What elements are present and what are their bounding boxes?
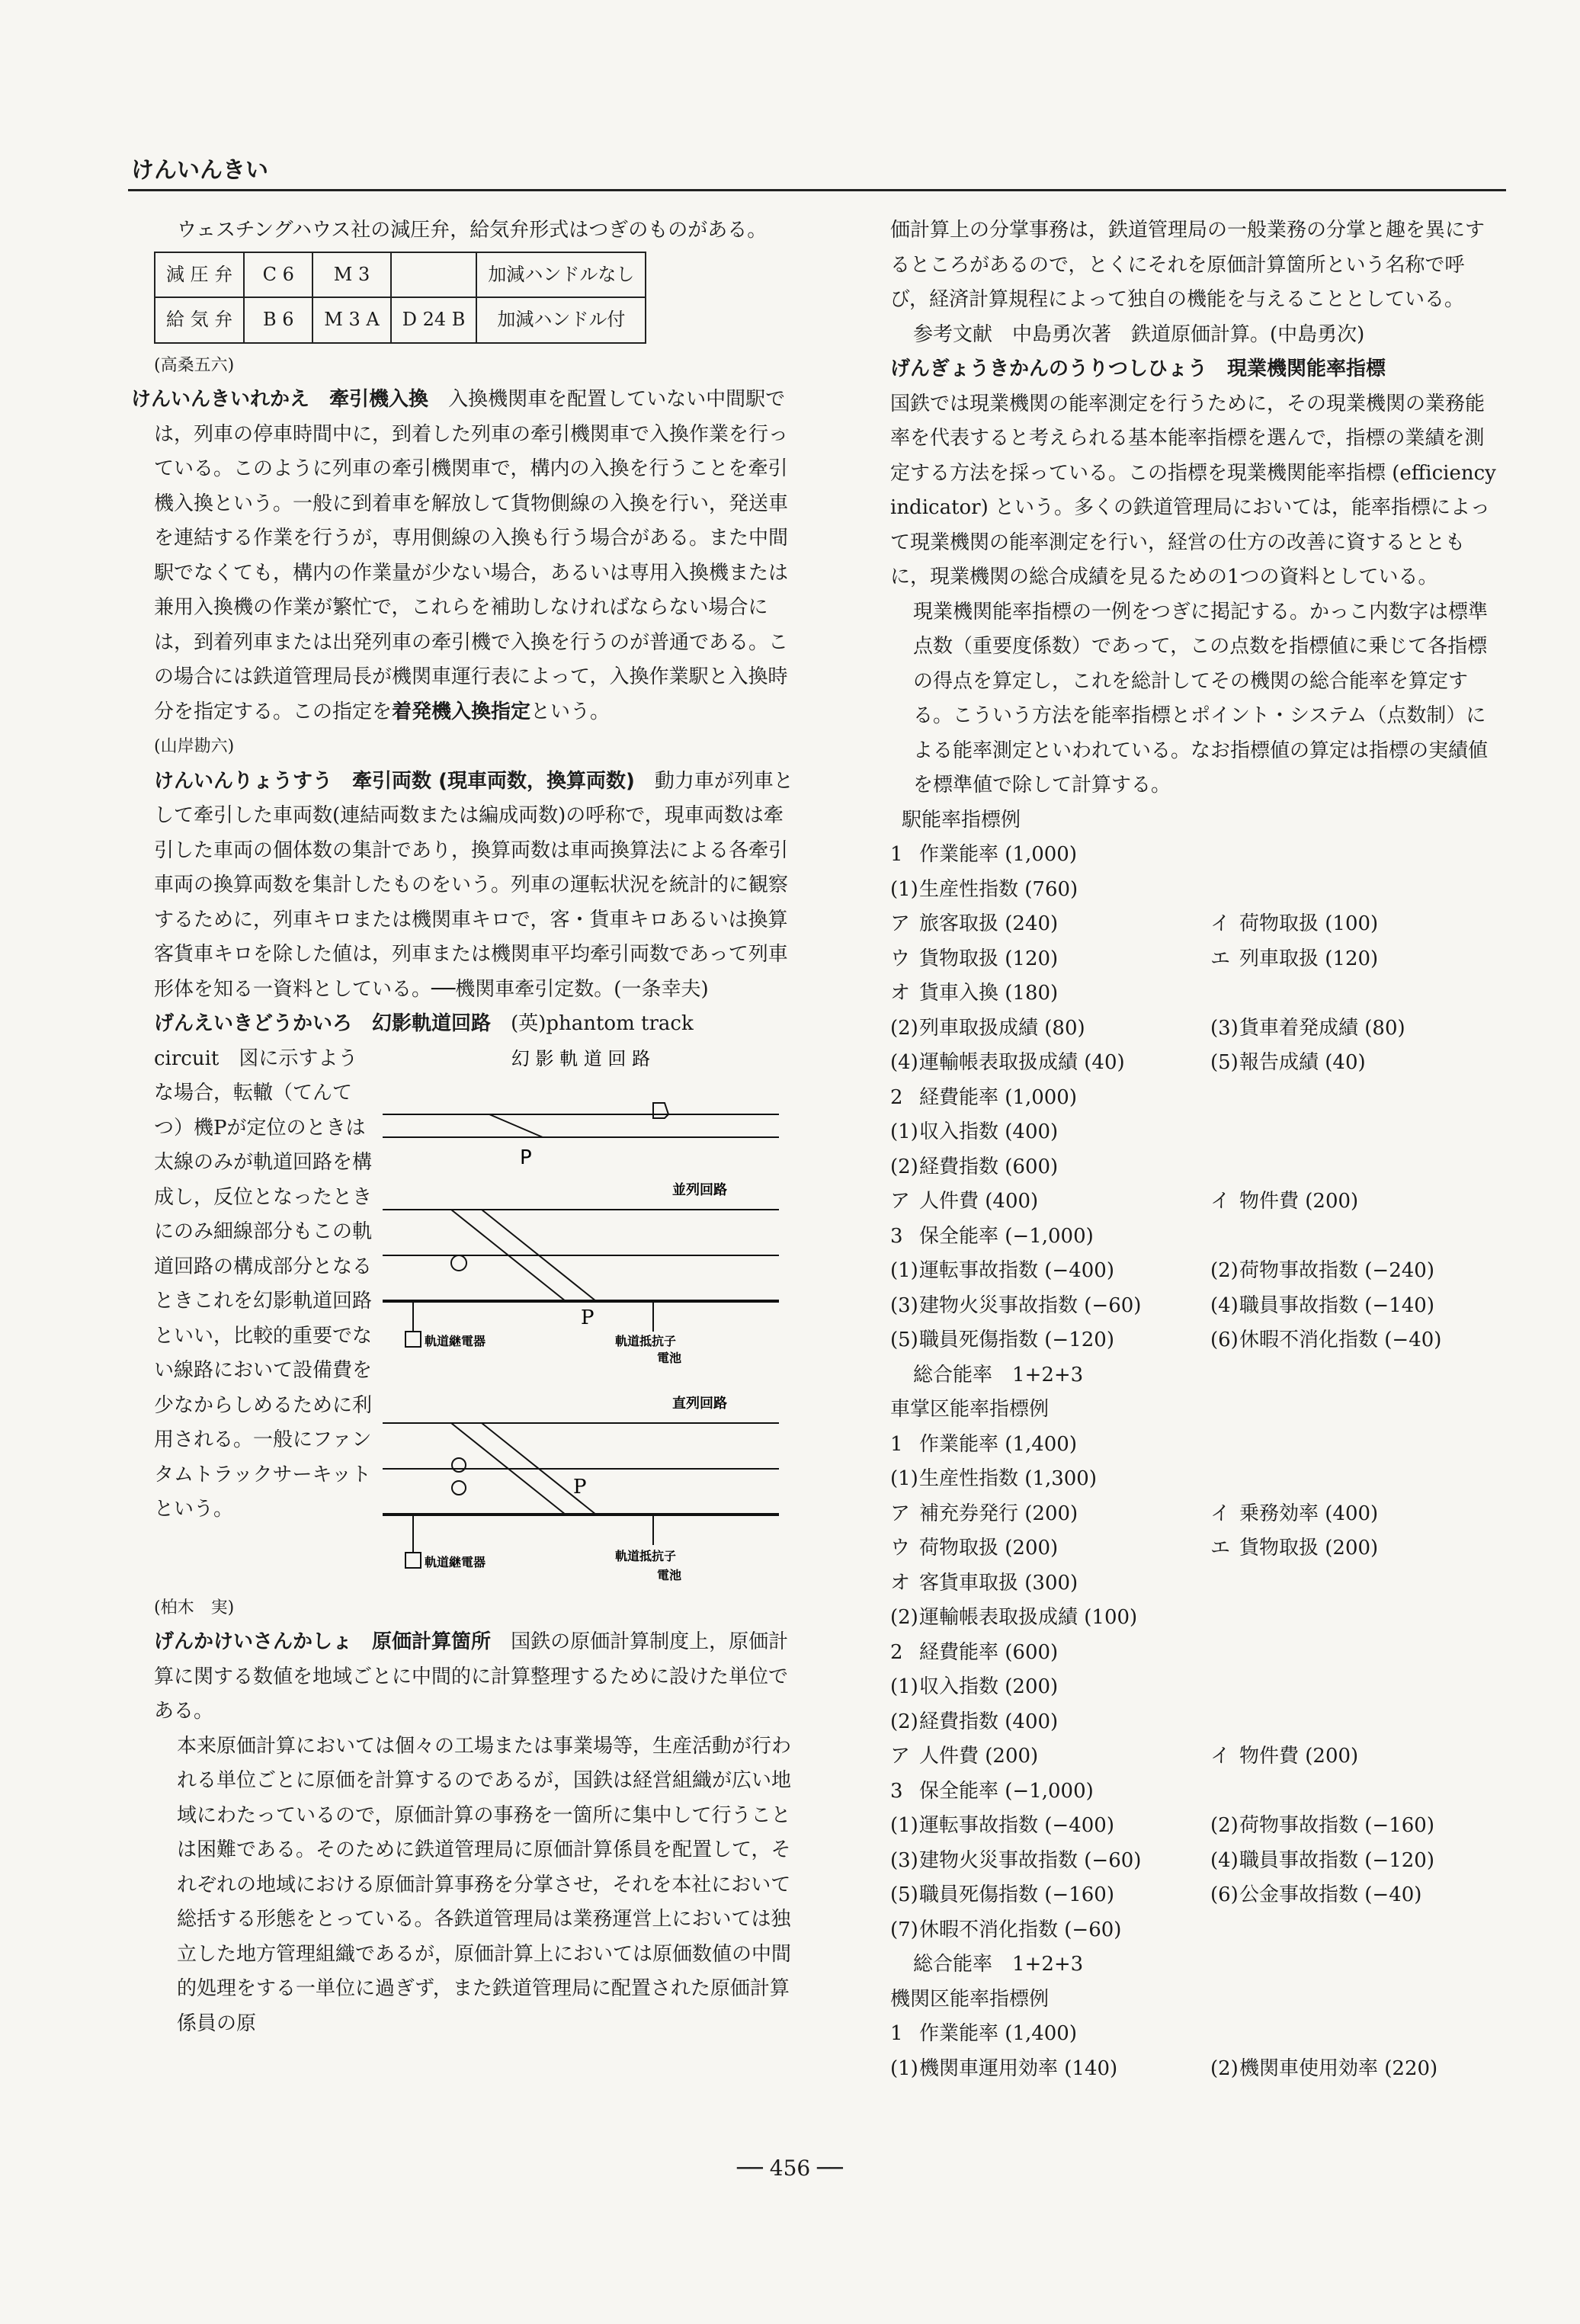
index-label: 人件費 (400)	[919, 1190, 1039, 1213]
list-item	[867, 1844, 1500, 1879]
index-number: (4)	[1210, 1848, 1239, 1872]
list-item	[867, 1046, 1500, 1081]
list-item	[867, 1705, 1500, 1740]
index-number: (2)	[1210, 1814, 1239, 1837]
index-number: オ	[890, 1571, 911, 1595]
index-item	[1210, 1497, 1378, 1532]
list-item	[867, 1289, 1500, 1324]
index-number: (1)	[890, 1467, 918, 1490]
index-label: 職員死傷指数 (−160)	[919, 1883, 1114, 1906]
index-item	[890, 1566, 1210, 1601]
parallel-circuit-label: 並列回路	[672, 1181, 727, 1198]
index-label: 保全能率 (−1,000)	[919, 1779, 1094, 1803]
index-label: 運転事故指数 (−400)	[919, 1814, 1114, 1837]
index-item	[1210, 1046, 1366, 1081]
list-item	[867, 2052, 1500, 2087]
entry-nouritsu-head	[867, 352, 1500, 387]
index-number: 3	[890, 1779, 903, 1803]
phantom-circuit-diagram	[383, 1042, 802, 1591]
intro-text: ウェスチングハウス社の減圧弁，給気弁形式はつぎのものがある。	[177, 219, 768, 242]
index-item	[890, 2017, 1210, 2052]
index-item	[890, 1081, 1210, 1116]
table-cell: D 24 B	[391, 297, 477, 343]
index-item	[890, 1011, 1210, 1047]
index-item	[1210, 1115, 1239, 1150]
index-number: (1)	[890, 877, 918, 901]
list-item	[867, 1011, 1500, 1047]
index-item	[890, 1601, 1210, 1636]
index-item	[890, 1531, 1210, 1566]
list-item	[867, 1531, 1500, 1566]
loco-index-list	[867, 2017, 1500, 2086]
list-item	[867, 1184, 1500, 1220]
list-total: 総合能率 1+2+3	[913, 1363, 1084, 1386]
index-item	[890, 873, 1210, 908]
index-label: 運輸帳表取扱成績 (40)	[919, 1051, 1125, 1074]
index-item	[890, 907, 1210, 942]
index-number: (4)	[890, 1051, 918, 1074]
list-item	[867, 1636, 1500, 1671]
index-label: 機関車使用効率 (220)	[1239, 2056, 1438, 2080]
index-item	[1210, 976, 1239, 1011]
index-label: 生産性指数 (760)	[919, 877, 1078, 901]
crew-index-list	[867, 1428, 1500, 1948]
index-label: 乗務効率 (400)	[1239, 1502, 1379, 1525]
index-item	[1210, 1601, 1239, 1636]
index-item	[1210, 1323, 1441, 1358]
index-item	[890, 1497, 1210, 1532]
continued-text: 価計算上の分掌事務は，鉄道管理局の一般業務の分掌と趣を異にするところがあるので，とくにそれを原価計算箇所という名称で呼び，経済計算規程によって独自の機能を与えることとしている。	[890, 219, 1485, 311]
index-item	[1210, 1184, 1358, 1220]
entry-term: 現業機関能率指標	[1227, 357, 1386, 380]
list-item	[867, 1601, 1500, 1636]
index-item	[1210, 873, 1239, 908]
index-number: ウ	[890, 1537, 911, 1559]
index-number: (5)	[890, 1883, 918, 1906]
list-total: 総合能率 1+2+3	[913, 1953, 1084, 1976]
entry-text: 入換機関車を配置していない中間駅では，列車の停車時間中に，到着した列車の牽引機関車で入換作業を行っている。このように列車の牽引機関車で，構内の入換を行うことを牽引機入換という。一般に到着車を解放して貨物側線の入換を行い，発送車を連結する作業を行うが，専用側線の入換も行う場合がある。また中間駅でなくても，構内の作業量が少ない場合，あるいは専用入換機または兼用入換機の作業が繁忙で，これらを補助しなければならない場合には，到着列車または出発列車の牽引機で入換を行うのが普通である。この場合には鉄道管理局長が機関車運行表によって，入換作業駅と入換時分を指定する。この指定を	[154, 388, 789, 723]
index-number: (6)	[1210, 1883, 1239, 1906]
credit: (山岸勘六)	[154, 737, 235, 756]
index-label: 旅客取扱 (240)	[919, 912, 1059, 935]
index-number: (1)	[890, 2056, 918, 2080]
index-item	[1210, 1566, 1239, 1601]
index-number: (1)	[890, 1814, 918, 1837]
index-number: (2)	[890, 1016, 918, 1040]
index-item	[890, 1115, 1210, 1150]
entry-kana: けんいんきいれかえ	[131, 388, 310, 411]
index-number: (6)	[1210, 1329, 1239, 1351]
index-number: (2)	[890, 1155, 918, 1178]
index-label: 荷物取扱 (100)	[1239, 912, 1379, 935]
index-item	[890, 1739, 1210, 1774]
index-item	[1210, 1878, 1421, 1913]
index-number: ア	[890, 1745, 911, 1768]
index-item	[890, 1150, 1210, 1185]
index-label: 休暇不消化指数 (−40)	[1239, 1329, 1442, 1351]
index-label: 運転事故指数 (−400)	[919, 1259, 1114, 1282]
index-label: 物件費 (200)	[1239, 1745, 1359, 1768]
index-item	[890, 1636, 1210, 1671]
index-item	[1210, 1150, 1239, 1185]
entry-term: 牽引両数 (現車両数，換算両数)	[352, 769, 635, 793]
list-item	[867, 942, 1500, 977]
entry-term: 原価計算箇所	[372, 1630, 492, 1653]
battery-label: 電池	[657, 1350, 682, 1365]
table-row	[155, 297, 646, 343]
index-item	[1210, 1913, 1239, 1948]
list-item	[867, 976, 1500, 1011]
index-item	[890, 1670, 1210, 1705]
entry-ryosu	[131, 765, 802, 1008]
index-label: 職員死傷指数 (−120)	[919, 1329, 1114, 1351]
index-item	[890, 1774, 1210, 1810]
index-item	[1210, 1670, 1239, 1705]
entry-phantom-head	[131, 1007, 802, 1042]
list-item	[867, 1462, 1500, 1497]
credit: (柏木 実)	[154, 1598, 235, 1617]
index-item	[1210, 1844, 1434, 1879]
entry-paragraph: 現業機関能率指標の一例をつぎに掲記する。かっこ内数字は標準点数（重要度係数）であって，この点数を指標値に乗じて各指標の得点を算定し，これを総計してその機関の総合能率を算定する。こういう方法を能率指標とポイント・システム（点数制）による能率測定といわれている。なお指標値の算定は指標の実績値を標準値で除して計算する。	[913, 600, 1489, 797]
entry-kana: げんえいきどうかいろ	[154, 1012, 353, 1035]
index-label: 作業能率 (1,400)	[919, 1432, 1077, 1456]
list-title: 車掌区能率指標例	[890, 1398, 1050, 1421]
list-item	[867, 1220, 1500, 1255]
index-number: オ	[890, 982, 911, 1005]
index-number: (7)	[890, 1918, 918, 1941]
table-cell	[391, 252, 477, 298]
entry-kana: げんぎょうきかんのうりつしひょう	[890, 357, 1208, 380]
index-item	[890, 1462, 1210, 1497]
index-item	[890, 2052, 1210, 2087]
list-item	[867, 1913, 1500, 1948]
table-cell: M 3	[312, 252, 390, 298]
entry-genatsu	[131, 383, 802, 729]
list-item	[867, 1878, 1500, 1913]
index-number: (4)	[1210, 1293, 1239, 1317]
index-item	[890, 1878, 1210, 1913]
index-item	[1210, 1428, 1239, 1463]
list-item	[867, 1739, 1500, 1774]
entry-english: (英)phantom track	[511, 1012, 694, 1035]
battery-label: 電池	[657, 1567, 682, 1582]
list-item	[867, 1081, 1500, 1116]
index-number: (1)	[890, 1675, 918, 1698]
index-number: ア	[890, 1190, 911, 1213]
index-label: 貨物取扱 (200)	[1239, 1537, 1379, 1559]
table-cell: C 6	[244, 252, 312, 298]
list-item	[867, 1497, 1500, 1532]
table-cell: 加減ハンドル付	[476, 297, 646, 343]
index-label: 作業能率 (1,400)	[919, 2022, 1077, 2045]
index-number: エ	[1210, 947, 1231, 970]
entry-text: circuit 図に示すような場合，転轍（てんてつ）機Pが定位のときは太線のみが軌道回路を構成し，反位となったときにのみ細線部分もこの軌道回路の構成部分となるときこれを幻影軌道回路といい，比較的重要でない線路において設備費を少なからしめるために利用される。一般にファンタムトラックサーキットという。	[154, 1047, 373, 1521]
index-label: 補充券発行 (200)	[919, 1502, 1078, 1525]
index-number: イ	[1210, 1502, 1231, 1525]
relay-label: 軌道継電器	[425, 1554, 486, 1569]
index-item	[890, 1844, 1210, 1879]
valve-table	[154, 252, 646, 344]
index-label: 経費指数 (600)	[919, 1155, 1059, 1178]
index-item	[1210, 2052, 1437, 2087]
index-item	[1210, 907, 1378, 942]
index-label: 荷物取扱 (200)	[919, 1537, 1059, 1559]
index-item	[1210, 1462, 1239, 1497]
index-item	[890, 1323, 1210, 1358]
index-item	[890, 1046, 1210, 1081]
index-item	[1210, 2017, 1239, 2052]
index-number: (2)	[890, 1606, 918, 1629]
switch-label: P	[573, 1475, 587, 1499]
entry-term: 牽引機入換	[329, 388, 429, 411]
entry-paragraph: 国鉄では現業機関の能率測定を行うために，その現業機関の業務能率を代表すると考えられる基本能率指標を選んで，指標の業績を測定する方法を採っている。この指標を現業機関能率指標 (efficiency indicator) という。多くの鉄道管理局においては，能率指標によって現業機関の能率測定を行い，経営の仕方の改善に資するとともに，現業機関の総合成績を見るための1つの資料としている。	[890, 392, 1496, 588]
entry-text: 国鉄の原価計算制度上，原価計算に関する数値を地域ごとに中間的に計算整理するために設けた単位である。	[154, 1630, 789, 1723]
list-item	[867, 1774, 1500, 1810]
table-row	[155, 252, 646, 298]
index-item	[1210, 1220, 1239, 1255]
list-item	[867, 1566, 1500, 1601]
index-number: エ	[1210, 1537, 1231, 1559]
index-number: (2)	[1210, 1259, 1239, 1282]
index-item	[890, 976, 1210, 1011]
resistor-label: 軌道抵抗子	[615, 1333, 677, 1348]
index-number: 1	[890, 1432, 903, 1456]
index-number: 3	[890, 1224, 903, 1248]
header-rule	[128, 189, 1506, 191]
table-cell: M 3 A	[312, 297, 390, 343]
table-cell: 給 気 弁	[155, 297, 244, 343]
index-item	[890, 942, 1210, 977]
index-number: (3)	[1210, 1016, 1239, 1040]
index-label: 貨車着発成績 (80)	[1239, 1016, 1405, 1040]
list-item	[867, 873, 1500, 908]
index-number: (1)	[890, 1120, 918, 1143]
index-item	[890, 1428, 1210, 1463]
list-item	[867, 1323, 1500, 1358]
index-number: イ	[1210, 1745, 1231, 1768]
index-label: 運輸帳表取扱成績 (100)	[919, 1606, 1138, 1629]
index-item	[1210, 1774, 1239, 1810]
list-item	[867, 907, 1500, 942]
index-number: (2)	[1210, 2056, 1239, 2080]
table-cell: B 6	[244, 297, 312, 343]
table-cell: 加減ハンドルなし	[476, 252, 646, 298]
index-item	[890, 1184, 1210, 1220]
series-circuit-label: 直列回路	[672, 1395, 727, 1412]
index-item	[890, 1220, 1210, 1255]
index-item	[1210, 838, 1239, 873]
list-item	[867, 2017, 1500, 2052]
index-label: 物件費 (200)	[1239, 1190, 1359, 1213]
index-number: 2	[890, 1085, 903, 1109]
entry-text: 動力車が列車として牽引した車両数(連結両数または編成両数)の呼称で，現車両数は牽引した車両の個体数の集計であり，換算両数は車両換算法による各牽引車両の換算両数を集計したものをいう。列車の運転状況を統計的に観察するために，列車キロまたは機関車キロで，客・貨車キロあるいは換算客貨車キロを除した値は，列車または機関車平均牽引両数であって列車形体を知る一資料としている。──機関車牽引定数。(一条幸夫)	[154, 769, 793, 1001]
index-label: 客貨車取扱 (300)	[919, 1571, 1078, 1595]
index-item	[1210, 1081, 1239, 1116]
index-number: 1	[890, 843, 903, 866]
list-item	[867, 1115, 1500, 1150]
index-label: 休暇不消化指数 (−60)	[919, 1918, 1122, 1941]
index-item	[1210, 1809, 1434, 1844]
index-label: 建物火災事故指数 (−60)	[919, 1293, 1142, 1317]
index-label: 機関車運用効率 (140)	[919, 2056, 1118, 2080]
index-item	[1210, 1531, 1378, 1566]
index-label: 経費指数 (400)	[919, 1710, 1059, 1733]
running-head: けんいんきい	[131, 157, 268, 184]
phantom-circuit-figure-block	[131, 1042, 802, 1591]
index-item	[1210, 942, 1378, 977]
index-label: 公金事故指数 (−40)	[1239, 1883, 1422, 1906]
index-item	[890, 1705, 1210, 1740]
list-title: 機関区能率指標例	[890, 1987, 1050, 2011]
page-number: ── 456 ──	[737, 2156, 843, 2181]
entry-bold: 着発機入換指定	[392, 700, 531, 723]
index-number: (3)	[890, 1293, 918, 1317]
index-item	[890, 1913, 1210, 1948]
index-label: 生産性指数 (1,300)	[919, 1467, 1097, 1490]
index-label: 経費能率 (600)	[919, 1640, 1059, 1664]
right-column	[867, 213, 1500, 2086]
list-item	[867, 1150, 1500, 1185]
index-number: ア	[890, 912, 911, 935]
relay-label: 軌道継電器	[425, 1333, 486, 1348]
index-item	[890, 1809, 1210, 1844]
index-item	[1210, 1636, 1239, 1671]
index-label: 荷物事故指数 (−240)	[1239, 1259, 1434, 1282]
index-number: 2	[890, 1640, 903, 1664]
list-item	[867, 1428, 1500, 1463]
index-label: 職員事故指数 (−140)	[1239, 1293, 1434, 1317]
index-label: 経費能率 (1,000)	[919, 1085, 1077, 1109]
entry-paragraph: 本来原価計算においては個々の工場または事業場等，生産活動が行われる単位ごとに原価を計算するのであるが，国鉄は経営組織が広い地域にわたっているので，原価計算の事務を一箇所に集中して行うことは困難である。そのために鉄道管理局に原価計算係員を配置して，それぞれの地域における原価計算事務を分掌させ，それを本社において総括する形態をとっている。各鉄道管理局は業務運営上においては独立した地方管理組織であるが，原価計算上においては原価数値の中間的処理をする一単位に過ぎず，また鉄道管理局に配置された原価計算係員の原	[177, 1734, 792, 2035]
index-item	[1210, 1011, 1405, 1047]
index-item	[1210, 1289, 1434, 1324]
index-number: (5)	[1210, 1051, 1239, 1074]
reference: 参考文献 中島勇次著 鉄道原価計算。(中島勇次)	[913, 322, 1365, 346]
index-label: 貨物取扱 (120)	[919, 947, 1059, 970]
index-number: ウ	[890, 947, 911, 970]
index-label: 収入指数 (400)	[919, 1120, 1059, 1143]
index-number: (5)	[890, 1329, 918, 1351]
index-item	[890, 1289, 1210, 1324]
index-item	[1210, 1254, 1434, 1289]
index-number: 1	[890, 2022, 903, 2045]
index-label: 保全能率 (−1,000)	[919, 1224, 1094, 1248]
index-number: (2)	[890, 1710, 918, 1733]
entry-kana: げんかけいさんかしょ	[154, 1630, 353, 1653]
switch-label: P	[581, 1306, 595, 1329]
index-label: 荷物事故指数 (−160)	[1239, 1814, 1434, 1837]
index-label: 列車取扱 (120)	[1239, 947, 1379, 970]
credit: (高桑五六)	[154, 355, 235, 375]
index-label: 列車取扱成績 (80)	[919, 1016, 1085, 1040]
entry-genka-head	[131, 1625, 802, 1729]
table-cell: 減 圧 弁	[155, 252, 244, 298]
index-item	[1210, 1705, 1239, 1740]
index-label: 作業能率 (1,000)	[919, 843, 1077, 866]
index-label: 貨車入換 (180)	[919, 982, 1059, 1005]
entry-term: 幻影軌道回路	[372, 1012, 492, 1035]
index-number: ア	[890, 1502, 911, 1525]
list-item	[867, 1670, 1500, 1705]
index-label: 人件費 (200)	[919, 1745, 1039, 1768]
index-item	[1210, 1739, 1358, 1774]
index-item	[890, 838, 1210, 873]
left-column	[131, 213, 802, 2041]
list-item	[867, 838, 1500, 873]
index-number: イ	[1210, 1190, 1231, 1213]
index-label: 報告成績 (40)	[1239, 1051, 1366, 1074]
figure-title: 幻 影 軌 道 回 路	[511, 1047, 651, 1069]
list-item	[867, 1809, 1500, 1844]
entry-kana: けんいんりょうすう	[154, 769, 333, 793]
index-label: 収入指数 (200)	[919, 1675, 1059, 1698]
index-number: (1)	[890, 1259, 918, 1282]
list-title: 駅能率指標例	[902, 808, 1021, 832]
index-label: 職員事故指数 (−120)	[1239, 1848, 1434, 1872]
station-index-list	[867, 838, 1500, 1358]
list-item	[867, 1254, 1500, 1289]
entry-text-tail: という。	[530, 700, 611, 723]
index-number: イ	[1210, 912, 1231, 935]
index-label: 建物火災事故指数 (−60)	[919, 1848, 1142, 1872]
index-item	[890, 1254, 1210, 1289]
switch-label: P	[520, 1146, 532, 1169]
resistor-label: 軌道抵抗子	[615, 1548, 677, 1563]
index-number: (3)	[890, 1848, 918, 1872]
